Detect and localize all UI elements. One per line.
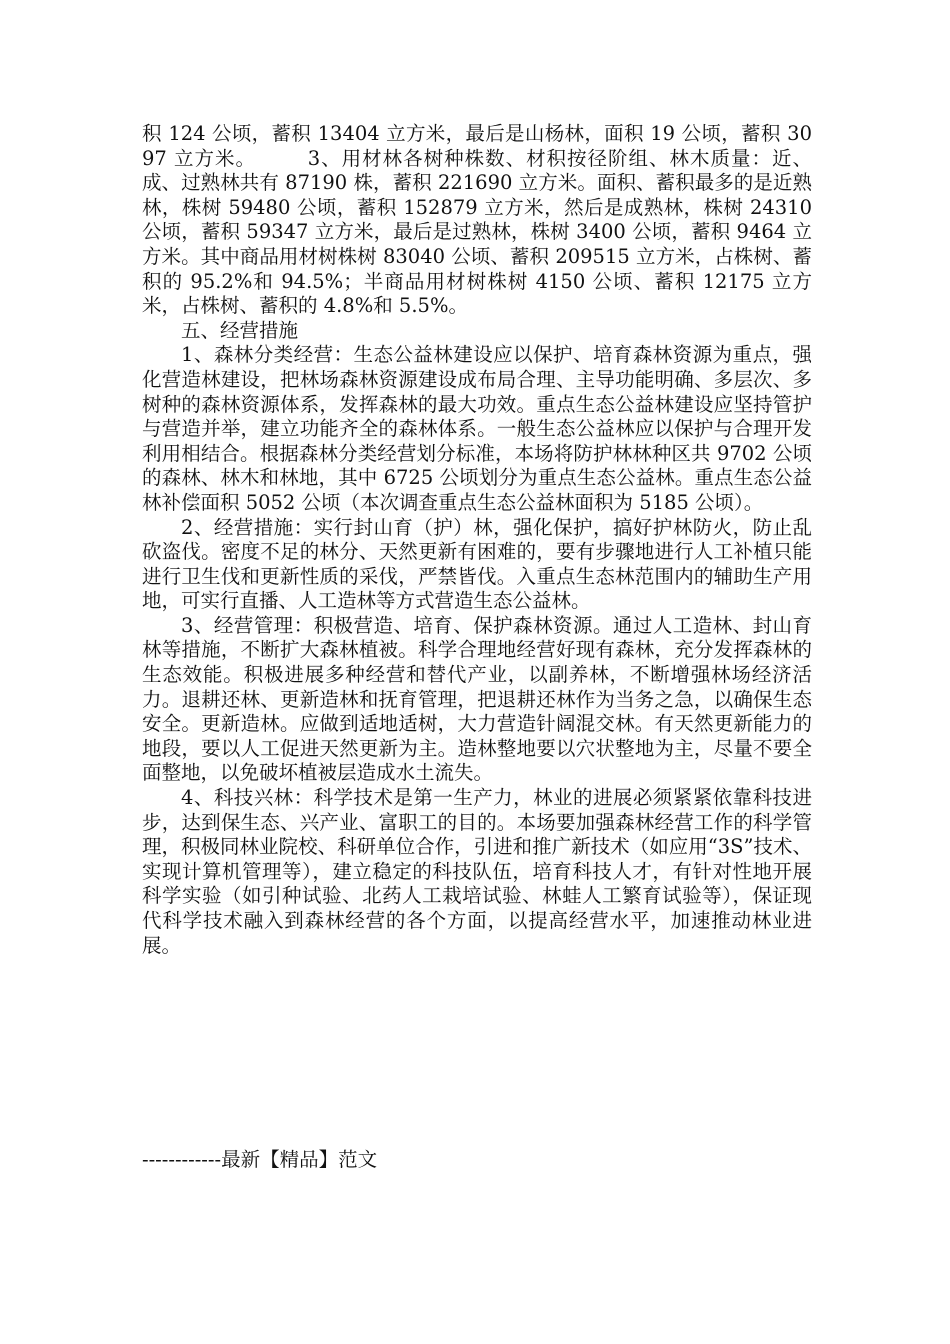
section-heading: 五、经营措施 [181, 318, 299, 342]
paragraph-management-administration: 3、经营管理：积极营造、培育、保护森林资源。通过人工造林、封山育林等措施，不断扩大森林植被。科学合理地经营好现有森林，充分发挥森林的生态效能。积极进展多种经营和替代产业，以副养林，不断增强林场经济活力。退耕还林、更新造林和抚育管理，把退耕还林作为当务之急，以确保生态安全。更新造林。应做到适地适树，大力营造针阔混交林。有天然更新能力的地段，要以人工促进天然更新为主。造林整地要以穴状整地为主，尽量不要全面整地，以免破坏植被层造成水土流失。 [142, 613, 812, 785]
page-footer: ------------最新【精品】范文 [142, 1148, 378, 1171]
paragraph-technology-forestry: 4、科技兴林：科学技术是第一生产力，林业的进展必须紧紧依靠科技进步，达到保生态、兴产业、富职工的目的。本场要加强森林经营工作的科学管理，积极同林业院校、科研单位合作，引进和推广新技术（如应用“3S”技术、实现计算机管理等），建立稳定的科技队伍，培育科技人才，有针对性地开展科学实验（如引种试验、北药人工栽培试验、林蛙人工繁育试验等），保证现代科学技术融入到森林经营的各个方面，以提高经营水平，加速推动林业进展。 [142, 786, 812, 957]
paragraph-forest-classification: 1、森林分类经营：生态公益林建设应以保护、培育森林资源为重点，强化营造林建设，把林场森林资源建设成布局合理、主导功能明确、多层次、多树种的森林资源体系，发挥森林的最大功效。重点生态公益林建设应坚持管护与营造并举，建立功能齐全的森林体系。一般生态公益林应以保护与合理开发利用相结合。根据森林分类经营划分标准，本场将防护林林种区共 9702 公顷的森林、林木和林地，其中 6725 公顷划分为重点生态公益林。重点生态公益林补偿面积 5052 公顷（本次调查重点生态公益林面积为 5185 公顷）。 [142, 343, 812, 514]
document-body [142, 122, 812, 958]
paragraph-continuation: 积 124 公顷，蓄积 13404 立方米，最后是山杨林，面积 19 公顷，蓄积 3097 立方米。 3、用材林各树种株数、材积按径阶组、林木质量：近、成、过熟林共有 87190 株，蓄积 221690 立方米。面积、蓄积最多的是近熟林，株树 59480 公顷，蓄积 152879 立方米，然后是成熟林，株树 24310 公顷，蓄积 59347 立方米，最后是过熟林，株树 3400 公顷，蓄积 9464 立方米。其中商品用材树株树 83040 公顷、蓄积 209515 立方米，占株树、蓄积的 95.2%和 94.5%；半商品用材树株树 4150 公顷、蓄积 12175 立方米，占株树、蓄积的 4.8%和 5.5%。 [142, 122, 812, 318]
paragraph-management-measures: 2、经营措施：实行封山育（护）林，强化保护，搞好护林防火，防止乱砍盗伐。密度不足的林分、天然更新有困难的，要有步骤地进行人工补植只能进行卫生伐和更新性质的采伐，严禁皆伐。入重点生态林范围内的辅助生产用地，可实行直播、人工造林等方式营造生态公益林。 [142, 515, 812, 613]
